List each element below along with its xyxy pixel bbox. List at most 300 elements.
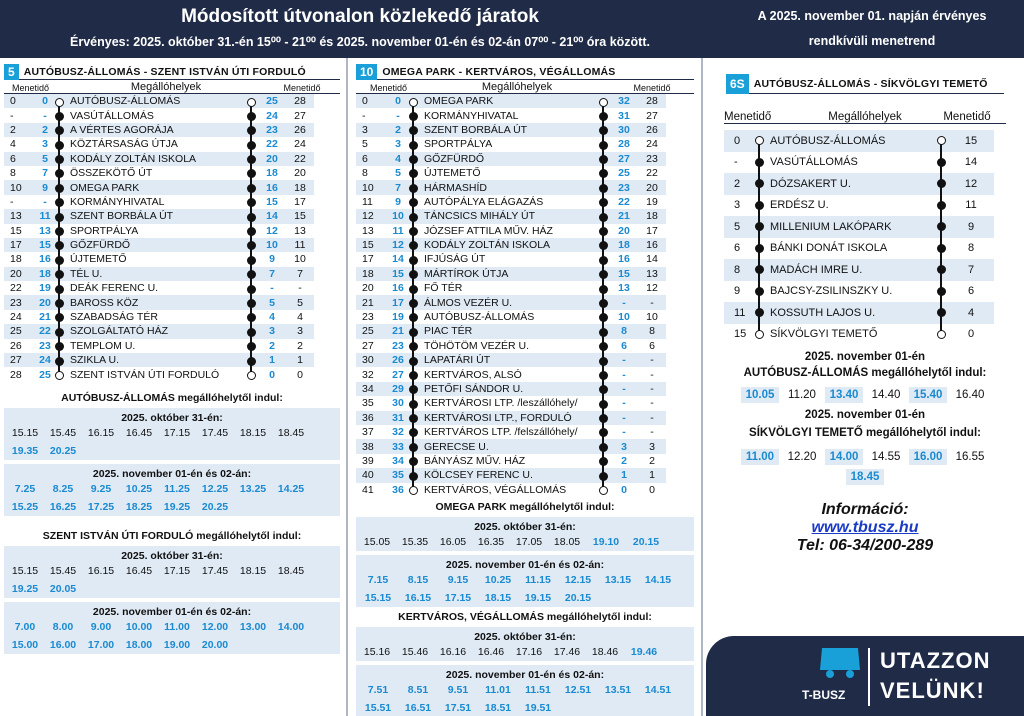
departure-time: 18.15 [239,564,267,577]
stop-marker-icon [599,169,608,178]
travel-time: 4 [390,152,406,166]
departure-time: 8.00 [45,619,81,635]
travel-time: 11 [392,224,404,237]
route-number: 10 [356,64,377,80]
departure-time: 8.15 [399,572,437,588]
route-line [52,152,66,166]
travel-time: 5 [286,295,314,309]
departure-time: 14.00 [825,449,863,465]
travel-time: 34 [356,382,390,396]
route-5-panel [0,58,344,716]
departure-time: 15.45 [49,426,77,439]
route-line [752,195,766,217]
table-row [724,216,994,238]
route-title [356,64,694,80]
table-row [724,259,994,281]
travel-time: 23 [638,152,666,166]
stop-marker-icon [409,227,418,236]
travel-time: 23 [362,311,374,324]
travel-time: 0 [967,328,975,341]
stop-marker-icon [55,155,64,164]
brand-footer [706,636,1024,716]
travel-time: 20 [638,180,666,194]
traveltime-header: Menetidő [943,111,991,123]
travel-time: 0 [38,94,52,108]
stop-name: TEMPLOM U. [70,339,136,352]
table-row [724,238,994,260]
departure-time: 16.46 [477,645,505,658]
travel-time: 17 [390,295,406,309]
travel-time: 30 [610,123,638,137]
stop-table [724,130,994,345]
departure-time: 11.01 [479,682,517,698]
route-line [406,468,420,482]
travel-time: 22 [286,152,314,166]
stop-name: SZENT ISTVÁN ÚTI FORDULÓ [70,368,220,381]
stop-name: KORMÁNYHIVATAL [424,109,519,122]
travel-time: - [298,282,302,295]
departure-time: 14.51 [639,682,677,698]
route-line [596,137,610,151]
route-line [406,396,420,410]
route-line [406,324,420,338]
travel-time: 6 [4,152,38,166]
departure-time: 16.45 [125,426,153,439]
stop-name: ERDÉSZ U. [770,199,829,212]
table-row [724,302,994,324]
travel-time: 11 [724,302,752,324]
travel-time: 30 [356,353,390,367]
stop-name: AUTÓPÁLYA ELÁGAZÁS [424,195,544,208]
route-title [726,74,1004,94]
table-row [724,173,994,195]
travel-time: 15 [734,328,747,341]
table-row [4,295,314,309]
logo-divider [868,648,870,706]
travel-time: 8 [724,259,752,281]
travel-time: 10 [618,311,630,324]
departure-time: 15.00 [7,637,43,653]
route-line [52,252,66,266]
route-line [596,252,610,266]
date-label: 2025. november 01-én és 02-án: [92,467,252,480]
route-line [596,180,610,194]
travel-time: 2 [649,454,655,467]
stop-marker-icon [599,313,608,322]
travel-time: 26 [390,353,406,367]
travel-time: - [650,426,654,439]
departure-time: 10.25 [121,481,157,497]
travel-time: 0 [390,94,406,108]
departure-title: AUTÓBUSZ-ÁLLOMÁS megállóhelytől indul: [743,367,987,379]
stop-name: MÁRTÍROK ÚTJA [420,267,596,281]
stop-name: SPORTPÁLYA [424,138,493,151]
stop-name: KERTVÁROS, VÉGÁLLOMÁS [424,483,567,496]
stop-name: MADÁCH IMRE U. [766,259,934,281]
travel-time: 4 [297,311,303,324]
travel-time: 25 [258,94,286,108]
route-line [596,382,610,396]
stop-name: SZIKLA U. [66,353,244,367]
route-line [934,130,948,152]
table-row [356,238,666,252]
route-line [406,353,420,367]
travel-time: 3 [610,439,638,453]
stop-marker-icon [247,313,256,322]
travel-time: 27 [610,152,638,166]
travel-time: 39 [362,454,374,467]
stop-name: HÁRMASHÍD [420,180,596,194]
table-row [4,108,314,122]
stop-marker-icon [247,270,256,279]
route-line [406,267,420,281]
stop-table [356,94,666,497]
time-grid [358,643,692,661]
travel-time: 18 [356,267,390,281]
travel-time: 6 [734,242,741,255]
route-line [406,295,420,309]
stop-name: VASÚTÁLLOMÁS [770,156,858,169]
departure-time: 14.55 [871,451,901,463]
route-line [52,180,66,194]
time-grid [722,385,1008,405]
table-row [4,209,314,223]
stop-marker-icon [409,285,418,294]
departure-time: 20.05 [45,581,81,597]
travel-time: 6 [356,152,390,166]
travel-time: 18 [266,167,278,180]
stop-name: GERECSE U. [420,439,596,453]
stop-name: ÁLMOS VEZÉR U. [420,295,596,309]
stop-marker-icon [409,126,418,135]
travel-time: 20 [618,224,630,237]
route-line [244,252,258,266]
travel-time: 22 [39,325,51,338]
stop-marker-icon [409,256,418,265]
route-line [752,130,766,152]
departure-time: 17.15 [163,564,191,577]
traveltime-header: Menetidő [370,83,408,93]
route-line [406,224,420,238]
travel-time: - [638,353,666,367]
route-line [596,454,610,468]
travel-time: 23 [258,123,286,137]
route-line [934,195,948,217]
departure-time: 13.40 [825,387,863,403]
departure-time: 14.40 [871,389,901,401]
date-label: 2025. november 01-én és 02-án: [445,668,605,681]
stop-marker-icon [409,98,418,107]
route-number: 6S [726,74,749,94]
route-10-panel [352,58,698,716]
stop-marker-icon [55,98,64,107]
stop-name: PIAC TÉR [420,324,596,338]
route-line [406,281,420,295]
route-name: AUTÓBUSZ-ÁLLOMÁS - SZENT ISTVÁN ÚTI FORDULÓ [23,65,306,78]
route-line [52,295,66,309]
stop-name: SZABADSÁG TÉR [70,311,158,324]
table-row [724,324,994,346]
table-row [356,439,666,453]
stop-marker-icon [409,486,418,495]
stop-marker-icon [247,198,256,207]
travel-time: 5 [38,152,52,166]
travel-time: 8 [638,324,666,338]
time-grid [358,681,692,716]
stop-marker-icon [409,472,418,481]
stop-marker-icon [937,158,946,167]
departure-time: 9.15 [439,572,477,588]
travel-time: 18 [39,267,51,280]
departure-time: 16.45 [125,564,153,577]
route-line [244,295,258,309]
departures [4,392,340,654]
departure-time: 11.00 [159,619,195,635]
travel-time: 10 [646,311,658,324]
stop-marker-icon [247,126,256,135]
route-name: OMEGA PARK - KERTVÁROS, VÉGÁLLOMÁS [382,65,616,78]
route-line [596,367,610,381]
stop-marker-icon [409,400,418,409]
stops-header: Megállóhelyek [481,81,553,93]
travel-time: 0 [724,130,752,152]
travel-time: 32 [362,368,374,381]
time-grid [722,447,1008,487]
travel-time: 11 [286,238,314,252]
table-row [356,310,666,324]
travel-time: 23 [610,180,638,194]
route-line [596,267,610,281]
departure-time: 20.25 [197,499,233,515]
departure-time: 16.35 [477,535,505,548]
travel-time: 10 [390,209,406,223]
departure-time: 16.00 [45,637,81,653]
travel-time: 15 [356,238,390,252]
table-row [724,130,994,152]
stop-marker-icon [755,330,764,339]
stop-name: AUTÓBUSZ-ÁLLOMÁS [424,311,535,324]
stop-marker-icon [55,241,64,250]
travel-time: 3 [638,439,666,453]
departure-time: 15.45 [49,564,77,577]
travel-time: 23 [4,295,38,309]
travel-time: 9 [948,216,994,238]
stop-marker-icon [409,313,418,322]
route-line [406,367,420,381]
route-line [934,324,948,346]
travel-time: - [650,397,654,410]
stop-marker-icon [599,328,608,337]
table-row [356,224,666,238]
travel-time: 1 [258,353,286,367]
route-line [244,324,258,338]
header-note-line2: rendkívüli menetrend [808,34,936,48]
info-title: Információ: [821,501,909,518]
departure-time: 15.51 [359,700,397,716]
travel-time: 8 [362,167,368,180]
date-label: 2025. október 31-én: [121,549,223,562]
route-line [406,382,420,396]
table-row [356,396,666,410]
departure-time: 18.46 [591,645,619,658]
travel-time: - [638,295,666,309]
route-line [596,425,610,439]
travel-time: 24 [294,138,306,151]
departure-time: 11.25 [159,481,195,497]
table-row [356,108,666,122]
travel-time: 14 [646,253,658,266]
route-line [406,94,420,108]
travel-time: 17 [294,195,306,208]
travel-time: 8 [610,324,638,338]
travel-time: - [270,282,274,295]
route-line [934,173,948,195]
departure-time: 16.15 [399,590,437,606]
stop-marker-icon [409,241,418,250]
travel-time: 3 [734,199,741,212]
travel-time: - [638,382,666,396]
travel-time: 6 [967,285,975,298]
stop-marker-icon [599,472,608,481]
travel-time: 2 [390,123,406,137]
travel-time: - [396,109,400,122]
stop-marker-icon [247,112,256,121]
traveltime-header: Menetidő [724,111,772,123]
travel-time: 16 [258,180,286,194]
travel-time: 21 [390,324,406,338]
route-line [596,295,610,309]
table-row [356,252,666,266]
travel-time: 13 [638,267,666,281]
travel-time: 9 [38,180,52,194]
travel-time: 28 [286,94,314,108]
route-title [4,64,340,80]
table-row [4,252,314,266]
departure-time: 7.25 [7,481,43,497]
table-row [356,324,666,338]
stop-marker-icon [409,328,418,337]
stop-marker-icon [755,308,764,317]
route-line [52,94,66,108]
departure-time: 9.00 [83,619,119,635]
stop-marker-icon [937,265,946,274]
stop-marker-icon [55,169,64,178]
stop-marker-icon [409,299,418,308]
route-line [596,324,610,338]
stop-marker-icon [599,414,608,423]
travel-time: 14 [964,156,978,169]
stop-marker-icon [247,342,256,351]
travel-time: - [43,195,47,208]
table-row [356,468,666,482]
travel-time: 15 [39,239,51,252]
travel-time: - [610,295,638,309]
route-line [596,411,610,425]
departure-time: 17.25 [83,499,119,515]
travel-time: 25 [39,368,51,381]
departure-time: 17.51 [439,700,477,716]
travel-time: - [622,368,626,381]
travel-time: 12 [266,224,278,237]
table-row [724,195,994,217]
travel-time: 24 [266,109,278,122]
stops-header: Megállóhelyek [130,81,202,93]
travel-time: 24 [39,354,51,367]
stop-name: ÚJTEMETŐ [70,253,127,266]
travel-time: 12 [356,209,390,223]
travel-time: 7 [42,167,48,180]
date-label: 2025. október 31-én: [474,630,576,643]
header [0,0,1024,58]
departure-time: 13.00 [235,619,271,635]
route-line [52,267,66,281]
route-number: 5 [4,64,19,80]
stop-marker-icon [55,357,64,366]
route-line [406,411,420,425]
stop-marker-icon [599,443,608,452]
travel-time: 1 [286,353,314,367]
travel-time: 16 [638,238,666,252]
table-row [724,281,994,303]
stop-name: OMEGA PARK [66,180,244,194]
stop-marker-icon [599,184,608,193]
departure-time: 12.25 [197,481,233,497]
travel-time: 31 [390,411,406,425]
departure-time: 14.25 [273,481,309,497]
travel-time: 6 [649,339,655,352]
stop-marker-icon [755,179,764,188]
stop-marker-icon [409,414,418,423]
table-row [356,339,666,353]
stop-marker-icon [599,112,608,121]
travel-time: 15 [266,195,278,208]
route-line [244,209,258,223]
stop-marker-icon [937,222,946,231]
route-line [406,252,420,266]
route-line [244,166,258,180]
website-link[interactable]: www.tbusz.hu [811,519,919,536]
route-line [406,454,420,468]
travel-time: 2 [4,123,38,137]
table-row [4,152,314,166]
departure-time: 18.45 [846,469,884,485]
stop-marker-icon [937,136,946,145]
table-header [724,104,1006,124]
stop-marker-icon [409,213,418,222]
stop-marker-icon [409,357,418,366]
table-row [356,195,666,209]
travel-time: 10 [294,253,306,266]
route-line [752,216,766,238]
route-line [406,180,420,194]
stop-marker-icon [937,330,946,339]
travel-time: 20 [4,267,38,281]
time-grid [358,571,692,607]
stop-marker-icon [409,428,418,437]
route-line [244,224,258,238]
stop-marker-icon [409,385,418,394]
travel-time: 2 [38,123,52,137]
stop-name: SÍKVÖLGYI TEMETŐ [770,328,878,341]
stop-marker-icon [409,184,418,193]
travel-time: 31 [618,109,630,122]
route-line [244,94,258,108]
travel-time: 32 [610,94,638,108]
departure-time: 15.35 [401,535,429,548]
table-row [356,267,666,281]
stop-marker-icon [247,155,256,164]
route-line [244,180,258,194]
